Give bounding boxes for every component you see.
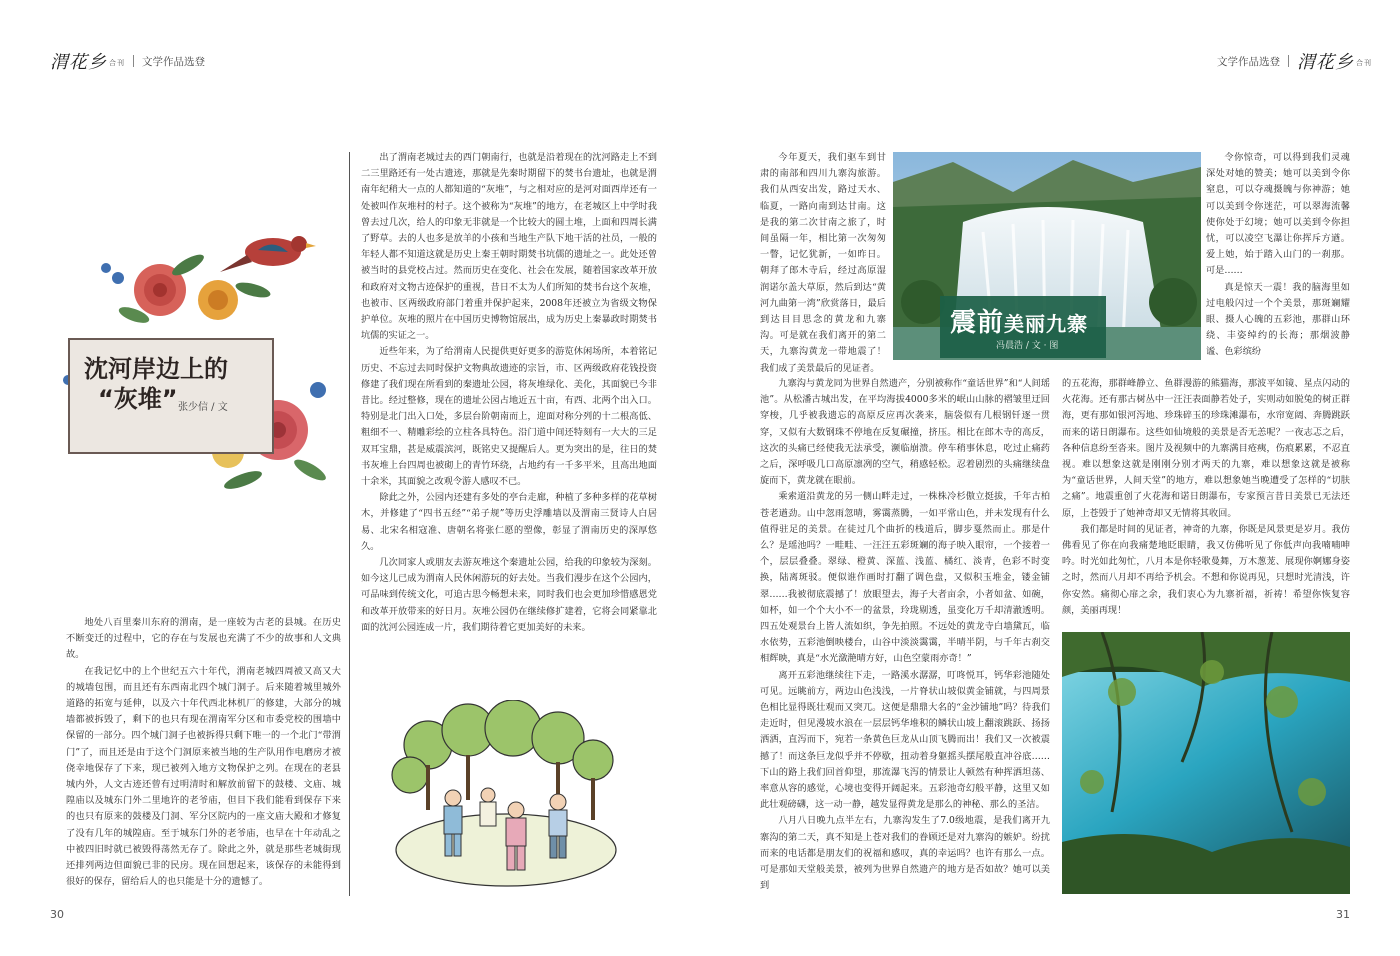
right-header bbox=[1217, 48, 1372, 74]
paragraph: 今年夏天，我们驱车到甘肃的南部和四川九寨沟旅游。我们从西安出发，路过天水、临夏，一路向南到达甘南。这是我的第二次甘南之旅了，时间虽隔一年，相比第一次匆匆一瞥，记忆犹新，一如昨日。朝拜了郎木寺后，经过高原湿润诺尔盖大草原，然后到达“黄河九曲第一湾”欣赏落日，最后到达目目思念的黄龙和九寨沟。可是就在我们离开的第二天，九寨沟黄龙一带地震了！我们成了美景最后的见证者。 bbox=[760, 152, 886, 374]
article-title: 震前美丽九寨 bbox=[950, 308, 1089, 338]
article-author: 冯晨浩 / 文 · 图 bbox=[996, 341, 1059, 351]
paragraph: 在我记忆中的上个世纪五六十年代，渭南老城四周被又高又大的城墙包围，而且还有东西南北四个城门洞子。后来随着城里城外道路的拓宽与延伸，以及六十年代西北林机厂的修建，大部分的城墙都被拆毁了，剩下的也只有现在渭南军分区和市委党校的围墙中保留的一部分。四个城门洞子也被拆得只剩下唯一的一个北门“带渭门”了，而且还是由于这个门洞原来被当地的生产队用作电磨房才被侥幸地保存了下来，现已被列入地方文物保护之列。在现在的老县城内外，人文古迹还曾有过明清时和解放前留下的鼓楼、文庙、城隍庙以及城东门外二里地许的老爷庙，但目下我们能看到保存下来的也只有原来的鼓楼及门洞、军分区院内的一座文庙大殿和才修复了没有几年的城隍庙。至于城东门外的老爷庙，也早在十年动乱之中被四旧时就已被毁得荡然无存了。除此之外，就是那些老城街现还排列两边但面貌已非的民房。现在回想起来，该保存的未能得到很好的保存，留给后人的也只能是十分的遗憾了。 bbox=[66, 665, 341, 888]
paragraph: 九寨沟与黄龙同为世界自然遗产，分别被称作“童话世界”和“人间瑶池”。从松潘古城出发，在平均海拔4000多米的岷山山脉的褶皱里迂回穿梭，几乎被我遗忘的高原反应再次袭来，脑袋似有几根钢钎逐一贯穿，又似有大数钢珠不停地在反复碾撞，挤压。相比在郎木寺的高反，这次的头痛已经使我无法承受，濒临崩溃。停车稍事休息，吃过止痛药之后，深呼吸几口高原凛冽的空气，稍感轻松。忍着剧烈的头痛继续盘旋而下，黄龙就在眼前。 bbox=[760, 378, 1050, 487]
paragraph: 地处八百里秦川东府的渭南，是一座较为古老的县城。在历史不断变迁的过程中，它的存在与发展也充满了不少的故事和人文典故。 bbox=[66, 617, 341, 661]
left-column-1 bbox=[66, 615, 341, 900]
paragraph: 八月八日晚九点半左右，九寨沟发生了7.0级地震，是我们离开九寨沟的第二天，真不知是上苍对我们的眷顾还是对九寨沟的嫉妒。纷扰而来的电话都是朋友们的祝福和感叹，真的幸运吗？也许有那么一点。可是那如天堂般美景，被列为世界自然遗产的地方是否如故？她可以美到 bbox=[760, 815, 1050, 892]
paragraph: 离开五彩池继续往下走，一路溪水潺潺，叮咚悦耳，钙华彩池随处可见。远眺前方，两边山色浅浅，一片脊状山坡似黄金铺就，与四周景色相比显得既壮观而又突兀。这便是鼎鼎大名的“金沙铺地”吗？待我们走近时，但见漫坡水浪在一层层钙华堆积的鳞状山坡上翻滚跳跃、扬扬洒洒，直泻而下，宛若一条黄色巨龙从山顶飞腾而出！我们又一次被震撼了！而这条巨龙似乎并不停歇，扭动着身躯摇头摆尾般直冲谷底……下山的路上我们回首仰望，那流瀑飞泻的情景让人顿然有种挥洒坦荡、率意从容的感觉，心境也变得开阔起来。五彩池奇幻般平静，这里又如此壮观磅礴，这一动一静，越发显得黄龙是那么的神秘、那么的圣洁。 bbox=[760, 669, 1050, 811]
page-number: 30 bbox=[50, 908, 64, 921]
article-title-banner bbox=[940, 296, 1106, 358]
section-label: 文学作品选登 bbox=[1217, 55, 1280, 68]
right-page bbox=[700, 0, 1400, 956]
section-label: 文学作品选登 bbox=[142, 55, 205, 68]
article-title: 沈河岸边上的 “灰堆” bbox=[84, 355, 228, 413]
park-taichi-illustration bbox=[388, 700, 623, 890]
right-column-1-top bbox=[760, 150, 886, 376]
column-divider bbox=[349, 152, 350, 896]
paragraph: 令你惊奇，可以得到我们灵魂深处对她的赞美；她可以美到令你窒息，可以夺魂摄魄与你神游；她可以美到令你迷茫，可以翠海流馨使你处于幻境；她可以美到令你担忧，可以凌空飞瀑让你挥斥方遒。爱上她，始于踏入山门的一刹那。可是…… bbox=[1206, 152, 1350, 277]
article-title-box bbox=[68, 338, 274, 454]
paragraph: 我们都是时间的见证者，神奇的九寨，你既是风景更是岁月。我仿佛看见了你在向我痛楚地眨眼睛，我又仿佛听见了你低声向我喃喃呻吟。时光如此匆忙，八月本是你轻歌曼舞，万木葱茏、展现你婀娜身姿之时，然而八月却不再给予机会。不想和你说再见，只想时光清浅，许你安然。痛彻心扉之余，我们衷心为九寨祈福，祈祷！希望你恢复容颜，美丽再现！ bbox=[1062, 523, 1350, 616]
right-column-2 bbox=[1062, 376, 1350, 624]
magazine-logo: 渭花乡 合刊 bbox=[50, 52, 125, 73]
right-column-2-top bbox=[1206, 150, 1350, 374]
right-column-1 bbox=[760, 376, 1050, 896]
left-header bbox=[50, 48, 205, 74]
paragraph: 真是惊天一震！我的脑海里如过电般闪过一个个美景，那斑斓耀眼、摄人心魄的五彩池，那群山环绕、丰姿绰约的长海；那烟波静谧、色彩缤纷 bbox=[1206, 281, 1350, 358]
lake-photo bbox=[1062, 632, 1350, 894]
header-divider bbox=[1288, 55, 1289, 67]
paragraph: 几次同家人或朋友去游灰堆这个秦遗址公园，给我的印象较为深刻。如今这儿已成为渭南人民休闲游玩的好去处。当我们漫步在这个公园内，可品味到传统文化，可追古思今畅想未来，同时我们也会更加珍惜感恩党和改革开放带来的好日月。灰堆公园仍在继续修扩建着，它将会同紧靠北面的沈河公园连成一片，我们期待着它更加美好的未来。 bbox=[361, 557, 657, 633]
paragraph: 除此之外，公园内还建有多处的亭台走廊，种植了多种多样的花草树木，并修建了“四书五经”“弟子规”等历史浮雕墙以及渭南三贤诗人白居易、北宋名相寇准、唐朝名将张仁愿的塑像，彰显了渭南历史的深厚悠久。 bbox=[361, 492, 657, 552]
person-2 bbox=[480, 788, 496, 826]
paragraph: 出了渭南老城过去的西门朝南行，也就是沿着现在的沈河路走上不到二三里路还有一处古遗迹，那就是先秦时期留下的焚书台遗址，也就是渭南年纪稍大一点的人都知道的“灰堆”，与之相对应的是河对面西岸还有一处被叫作灰堆村的村子。这个被称为“灰堆”的地方，在老城区上中学时我曾去过几次，给人的印象无非就是一个比较大的圆土堆，上面和四周长满了野草。去的人也多是放羊的小孩和当地生产队下地干活的社员，一般的年轻人都不知道这就是历史上秦王朝时期焚书坑儒的遗址之一。此处还曾被当时的县党校占过。然而历史在变化、社会在发展，随着国家改革开放和政府对文物古迹保护的重视，昔日不太为人们所知的焚书台这个灰堆，也被市、区两级政府部门着重并保护起来，2008年还被立为省级文物保护单位。灰堆的照片在中国历史博物馆展出，成为历史上秦暴政时期焚书坑儒的实证之一。 bbox=[361, 152, 657, 342]
left-column-2 bbox=[361, 150, 657, 675]
paragraph: 近些年来，为了给渭南人民提供更好更多的游览休闲场所，本着铭记历史、不忘过去同时保护文物典故遗迹的宗旨，市、区两级政府花钱投资修建了我们现在所看到的秦遗址公园，将灰堆绿化、美化，其面貌已今非昔比。经过整修，现在的遗址公园占地近五十亩，有西、北两个出入口。特别是北门出入口处，多层台阶朝南而上，迎面对称分列的十二根高低、粗细不一、精雕彩绘的立柱各具特色。沿门道中间还特刻有一大大的三足双耳宝鼎，甚是威震滨河，既铭史又提醒后人。更为突出的是，往日的焚书灰堆上台四周也被砌上的青竹环绕，占地约有一千多平米，且高出地面十余米，其面貌之改观令游人感叹不已。 bbox=[361, 346, 657, 488]
article-author: 张少信 / 文 bbox=[178, 402, 228, 413]
page-number: 31 bbox=[1336, 908, 1350, 921]
bird-illustration bbox=[220, 236, 316, 272]
paragraph: 乘索道沿黄龙的另一侧山畔走过，一株株冷杉傲立挺拔，千年古柏苍老遒劲。山中忽雨忽晴，雾霭蒸腾，一如平常山色，并未发现有什么值得驻足的美景。在徒过几个曲折的栈道后，脚步戛然而止。那是什么？是瑶池吗？一畦畦、一汪汪五彩斑斓的海子映入眼帘，一个接着一个，层层叠叠。翠绿、橙黄、深蓝、浅蓝、橘红、淡青，色彩不时变换，陆离斑驳。便似谁作画时打翻了调色盘，又似积玉堆金，镂金铺翠……我被彻底震撼了！放眼望去，海子大者亩余，小者如盆、如碗，如杯，如一个个大小不一的盆景，玲珑剔透，虽变化万千却清澈透明。四五处观景台上皆人流如织，争先拍照。不远处的黄龙寺白墙黛瓦，临水依势，五彩池倒映楼台，山谷中淡淡霭霭，半晴半阴，与千年古刹交相辉映，真是“水光潋滟晴方好，山色空蒙雨亦奇！” bbox=[760, 491, 1050, 665]
header-divider bbox=[133, 55, 134, 67]
paragraph: 的五花海，那群峰静立、鱼群漫游的熊猫海，那波平如镜、星点闪动的火花海。还有那古树丛中一汪汪表面静若处子，实则动如脱兔的树正群海，更有那如银河泻地、珍珠碎玉的珍珠滩瀑布，水帘宽阔、奔腾跳跃而来的诺日朗瀑布。这些如仙境般的美景是否无恙呢？一夜志忑之后，各种信息纷至沓来。图片及视频中的九寨满目疮痍，伤痕累累，不忍直视。难以想象这就是刚刚分别才两天的九寨，难以想象这就是被称为“童话世界，人间天堂”的地方，难以想象她当晚遭受了怎样的“切肤之痛”。地震重创了火花海和诺日朗瀑布，专家预言昔日美景已无法还原，上苍毁于了她神奇却又无情将其收回。 bbox=[1062, 378, 1350, 519]
magazine-logo: 渭花乡 合刊 bbox=[1297, 52, 1372, 73]
